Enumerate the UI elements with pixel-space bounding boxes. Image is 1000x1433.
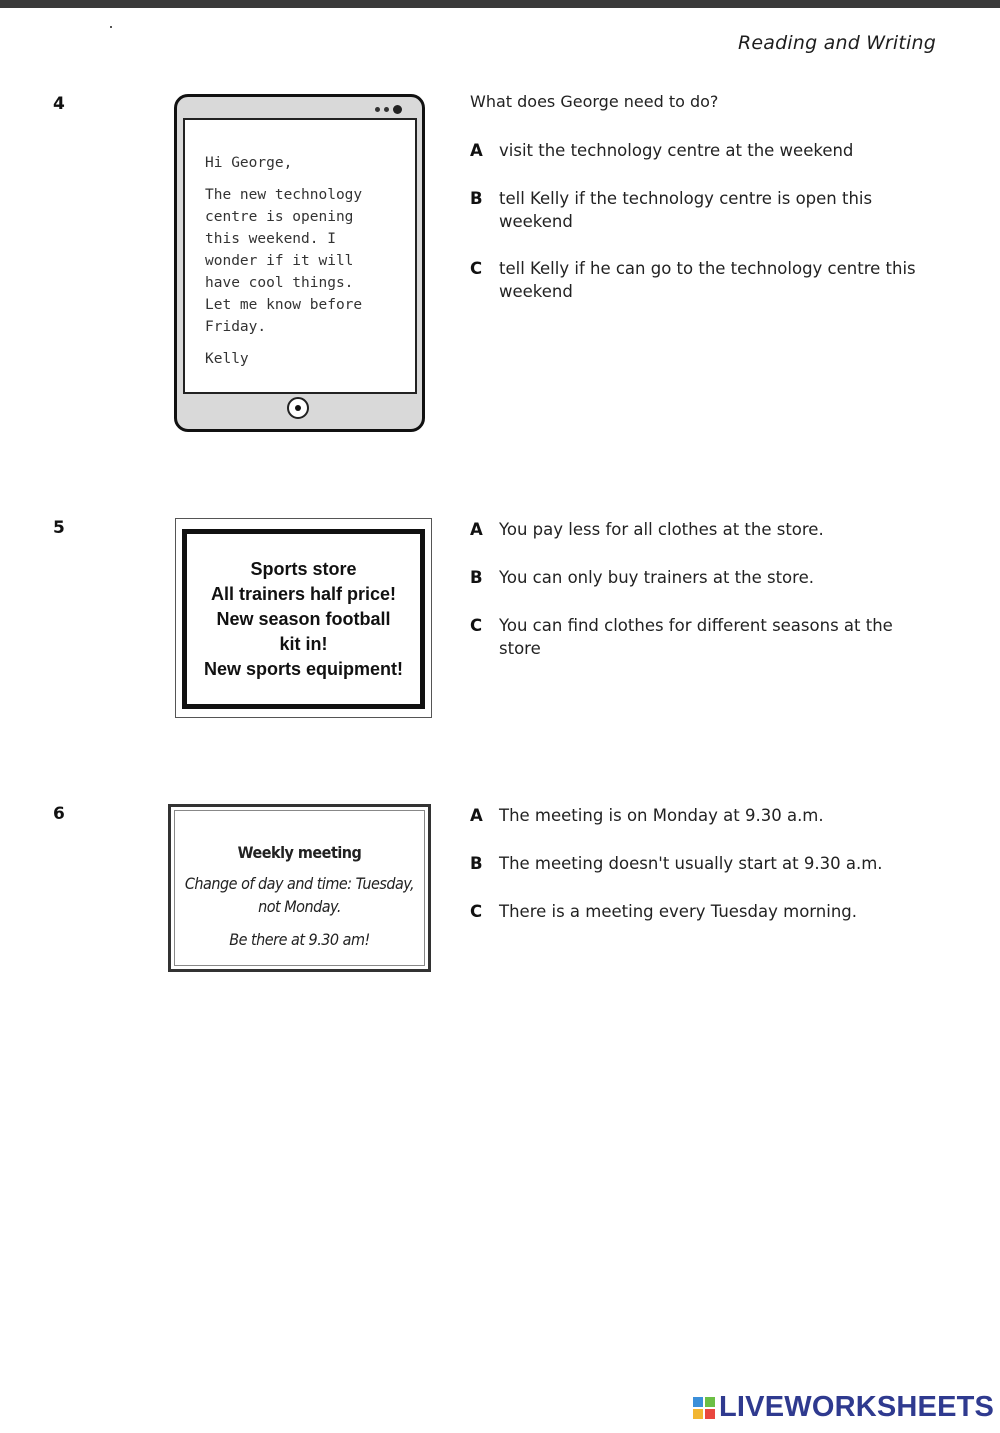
page-header-title: Reading and Writing	[738, 32, 936, 54]
tablet-camera-dots-icon	[375, 105, 402, 114]
question-number-6: 6	[53, 804, 65, 824]
top-bar	[0, 0, 1000, 8]
liveworksheets-brand[interactable]	[693, 1391, 994, 1424]
sign-line: New sports equipment!	[203, 658, 404, 679]
logo-square	[705, 1397, 715, 1407]
tablet-screen	[183, 118, 417, 394]
option-letter: C	[470, 616, 483, 635]
option-text: tell Kelly if he can go to the technology centre this weekend	[499, 259, 916, 301]
question-6-option-a[interactable]	[470, 804, 920, 827]
sports-store-sign	[175, 518, 432, 718]
option-text: visit the technology centre at the weekend	[499, 141, 854, 160]
question-6-option-b[interactable]	[470, 852, 920, 875]
question-6-option-c[interactable]	[470, 900, 920, 923]
question-number-5: 5	[53, 518, 65, 538]
weekly-meeting-notice	[168, 804, 431, 972]
option-letter: A	[470, 141, 483, 160]
weekly-meeting-notice-panel	[174, 810, 425, 966]
option-letter: B	[470, 854, 483, 873]
option-letter: A	[470, 806, 483, 825]
option-letter: A	[470, 520, 483, 539]
notice-line: Be there at 9.30 am!	[229, 930, 370, 949]
option-letter: B	[470, 189, 483, 208]
notice-title: Weekly meeting	[237, 843, 362, 862]
option-text: tell Kelly if the technology centre is open this weekend	[499, 189, 873, 231]
sports-store-sign-panel	[182, 529, 425, 709]
sign-line: Sports store	[250, 558, 357, 579]
sign-line: New season football	[216, 608, 391, 629]
question-5-option-c[interactable]	[470, 614, 920, 660]
option-letter: C	[470, 259, 483, 278]
sign-line: All trainers half price!	[210, 583, 397, 604]
option-text: There is a meeting every Tuesday morning.	[499, 902, 858, 921]
message-signoff: Kelly	[205, 351, 249, 367]
option-letter: B	[470, 568, 483, 587]
option-text: You can find clothes for different seasons at the store	[499, 616, 893, 658]
question-5-option-b[interactable]	[470, 566, 920, 589]
option-text: You pay less for all clothes at the store.	[499, 520, 824, 539]
option-letter: C	[470, 902, 483, 921]
question-4-option-a[interactable]	[470, 139, 920, 162]
tablet-illustration	[174, 94, 425, 432]
stray-mark	[110, 26, 112, 28]
notice-line: Change of day and time: Tuesday,	[184, 874, 415, 893]
logo-square	[705, 1409, 715, 1419]
logo-square	[693, 1409, 703, 1419]
question-4-prompt: What does George need to do?	[470, 92, 719, 111]
tablet-home-button-icon	[287, 397, 309, 419]
question-4-option-c[interactable]	[470, 257, 920, 303]
liveworksheets-logo-icon	[693, 1397, 715, 1419]
question-number-4: 4	[53, 94, 65, 114]
option-text: You can only buy trainers at the store.	[499, 568, 814, 587]
notice-line: not Monday.	[258, 897, 341, 916]
message-greeting: Hi George,	[205, 155, 293, 171]
brand-text: LIVEWORKSHEETS	[719, 1391, 995, 1423]
question-4-option-b[interactable]	[470, 187, 920, 233]
option-text: The meeting doesn't usually start at 9.30 a.m.	[499, 854, 883, 873]
sign-line: kit in!	[279, 633, 328, 654]
question-5-option-a[interactable]	[470, 518, 920, 541]
logo-square	[693, 1397, 703, 1407]
option-text: The meeting is on Monday at 9.30 a.m.	[499, 806, 824, 825]
message-body: The new technology centre is opening this weekend. I wonder if it will have cool things. Let me know before Friday.	[205, 187, 363, 335]
